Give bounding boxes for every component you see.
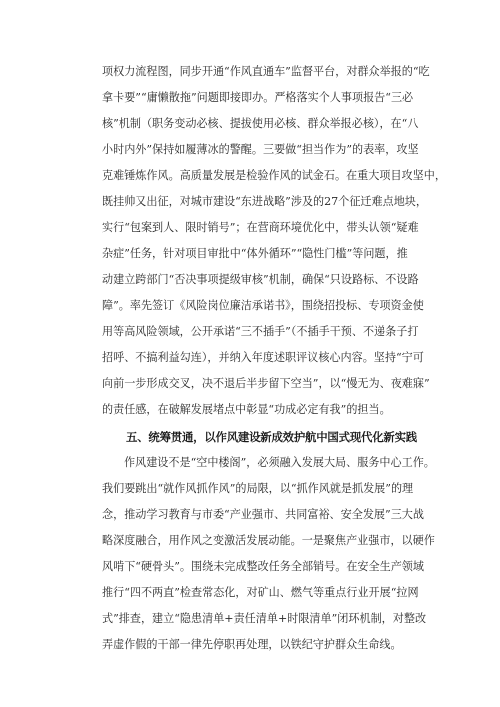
- body-line: 既挂帅又出征，对城市建设“东进战略”涉及的27个征迁难点地块，: [102, 195, 427, 208]
- body-line: 障”。率先签订《风险岗位廉洁承诺书》，围绕招投标、专项资金使: [102, 299, 424, 312]
- body-line: 项权力流程图，同步开通“作风直通车”监督平台，对群众举报的“吃: [102, 65, 430, 78]
- section-heading: 五、统筹贯通，以作风建设新成效护航中国式现代化新实践: [126, 430, 417, 444]
- body-line: 克难锤炼作风。高质量发展是检验作风的试金石。在重大项目攻坚中，: [102, 169, 446, 182]
- body-line: 念，推动学习教育与市委“产业强市、共同富裕、安全发展”三大战: [102, 508, 424, 521]
- body-line: 推行“四不两直”检查常态化，对矿山、燃气等重点行业开展“拉网: [102, 586, 419, 599]
- body-line: 小时内外”保持如履薄冰的警醒。三要做“担当作为”的表率，攻坚: [102, 143, 419, 156]
- body-line: 用等高风险领域，公开承诺“三不插手”（不插手干预、不递条子打: [102, 325, 419, 338]
- body-line: 杂症”任务，针对项目审批中“体外循环”“隐性门槛”等问题，推: [102, 247, 408, 260]
- body-line: 动建立跨部门“否决事项提级审核”机制，确保“只设路标、不设路: [102, 273, 419, 286]
- body-line: 实行“包案到人、限时销号”；在营商环境优化中，带头认领“疑难: [102, 221, 419, 234]
- body-line: 我们要跳出“就作风抓作风”的局限，以“抓作风就是抓发展”的理: [102, 482, 414, 495]
- body-line: 略深度融合，用作风之变激活发展动能。一是聚焦产业强市，以硬作: [102, 534, 435, 547]
- body-line: 核”机制（职务变动必核、提拔使用必核、群众举报必核），在“八: [102, 117, 419, 130]
- body-line: 拿卡要”“庸懒散拖”问题即接即办。严格落实个人事项报告“三必: [102, 91, 414, 104]
- body-line: 向前一步形成交叉，决不退后半步留下空当”，以“慢无为、夜难寐”: [102, 377, 430, 390]
- body-line: 弄虚作假的干部一律先停职再处理，以铁纪守护群众生命线。: [102, 638, 402, 651]
- body-line: 风啃下“硬骨头”。围绕未完成整改任务全部销号。在安全生产领域: [102, 560, 424, 573]
- body-line: 招呼、不搞利益勾连），并纳入年度述职评议核心内容。坚持“宁可: [102, 351, 424, 364]
- body-line: 式”排查，建立“隐患清单+责任清单+时限清单”闭环机制，对整改: [102, 612, 427, 625]
- body-line-indented: 作风建设不是“空中楼阁”，必须融入发展大局、服务中心工作。: [124, 456, 435, 469]
- body-line: 的责任感，在破解发展堵点中彰显“功成必定有我”的担当。: [102, 403, 391, 416]
